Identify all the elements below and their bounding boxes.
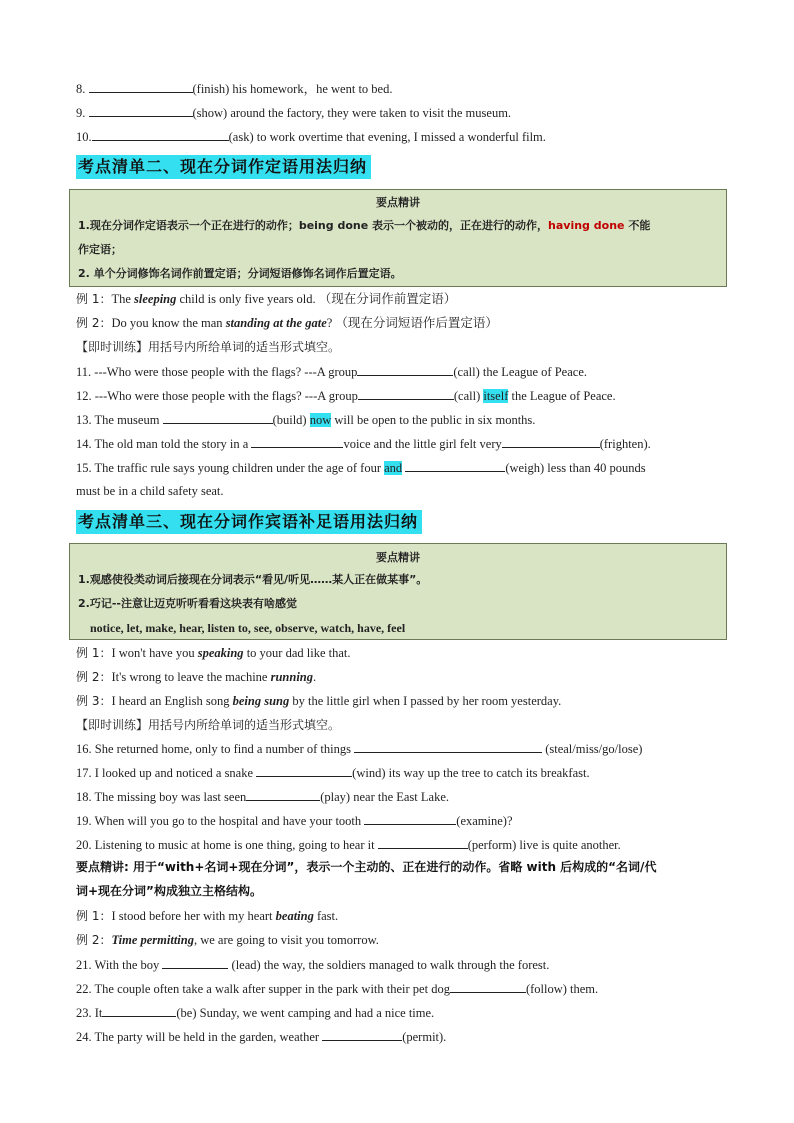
answer-blank[interactable] [89,104,193,117]
question-23: 23. It (be) Sunday, we went camping and had a nice time. [76,1006,435,1020]
section-3-title: 考点清单三、现在分词作宾语补足语用法归纳 [76,510,422,534]
question-11: 11. ---Who were those people with the flags? ---A group (call) the League of Peace. [76,365,587,379]
question-13: 13. The museum (build) now will be open to the public in six months. [76,413,536,427]
question-10: 10. (ask) to work overtime that evening, I missed a wonderful film. [76,130,546,144]
answer-blank[interactable] [378,836,468,849]
question-18: 18. The missing boy was last seen (play) near the East Lake. [76,790,450,804]
box-point-1-cont: 作定语； [78,243,122,256]
box-point-1: 1.观感使役类动词后接现在分词表示“看见/听见……某人正在做某事”。 [78,573,428,586]
answer-blank[interactable] [354,740,542,753]
keypoint-note-line-1: 要点精讲: 用于“with+名词+现在分词”，表示一个主动的、正在进行的动作。省略 with 后构成的“名词/代 [76,860,657,874]
section-2-keypoints-box [69,189,727,287]
answer-blank[interactable] [405,459,505,472]
question-20: 20. Listening to music at home is one thing, going to hear it (perform) live is quite another. [76,838,621,852]
section-3-keypoints-box [69,543,727,640]
answer-blank[interactable] [502,435,600,448]
box-point-1: 1.现在分词作定语表示一个正在进行的动作；being done 表示一个被动的，正在进行的动作，having done 不能 [78,219,651,232]
question-15-cont: must be in a child safety seat. [76,484,224,498]
example-1: 例 1：I won't have you speaking to your dad like that. [76,646,351,660]
question-24: 24. The party will be held in the garden, weather (permit). [76,1030,447,1044]
answer-blank[interactable] [450,980,526,993]
answer-blank[interactable] [364,812,456,825]
answer-blank[interactable] [357,363,453,376]
example-2: 例 2：Do you know the man standing at the gate? （现在分词短语作后置定语） [76,316,498,330]
example-3: 例 3：I heard an English song being sung by the little girl when I passed by her room yesterday. [76,694,562,708]
question-8: 8. (finish) his homework，he went to bed. [76,82,393,96]
question-16: 16. She returned home, only to find a number of things (steal/miss/go/lose) [76,742,643,756]
answer-blank[interactable] [251,435,343,448]
answer-blank[interactable] [256,764,352,777]
answer-blank[interactable] [89,80,193,93]
example-1: 例 1：The sleeping child is only five years old. （现在分词作前置定语） [76,292,457,306]
practice-heading: 【即时训练】用括号内所给单词的适当形式填空。 [76,340,341,354]
question-9: 9. (show) around the factory, they were taken to visit the museum. [76,106,512,120]
example-5: 例 2：Time permitting, we are going to visit you tomorrow. [76,933,379,947]
example-2: 例 2：It's wrong to leave the machine running. [76,670,317,684]
answer-blank[interactable] [358,387,454,400]
box-heading: 要点精讲 [376,551,420,564]
question-22: 22. The couple often take a walk after supper in the park with their pet dog (follow) them. [76,982,599,996]
answer-blank[interactable] [322,1028,402,1041]
box-point-2: 2.巧记--注意让迈克听听看看这块表有啥感觉 [78,597,297,610]
answer-blank[interactable] [246,788,320,801]
question-19: 19. When will you go to the hospital and have your tooth (examine)? [76,814,513,828]
answer-blank[interactable] [162,956,228,969]
question-17: 17. I looked up and noticed a snake (wind) its way up the tree to catch its breakfast. [76,766,590,780]
box-heading: 要点精讲 [376,196,420,209]
example-4: 例 1：I stood before her with my heart beating fast. [76,909,339,923]
answer-blank[interactable] [163,411,273,424]
box-point-2: 2. 单个分词修饰名词作前置定语；分词短语修饰名词作后置定语。 [78,267,402,280]
answer-blank[interactable] [102,1004,176,1017]
practice-heading: 【即时训练】用括号内所给单词的适当形式填空。 [76,718,341,732]
question-12: 12. ---Who were those people with the flags? ---A group (call) itself the League of Peace. [76,389,616,403]
question-15: 15. The traffic rule says young children under the age of four and (weigh) less than 40 pounds [76,461,646,475]
question-14: 14. The old man told the story in a voice and the little girl felt very (frighten). [76,437,651,451]
section-2-title: 考点清单二、现在分词作定语用法归纳 [76,155,371,179]
box-verb-list: notice, let, make, hear, listen to, see, observe, watch, have, feel [90,621,406,635]
question-21: 21. With the boy (lead) the way, the soldiers managed to walk through the forest. [76,958,550,972]
answer-blank[interactable] [92,128,229,141]
keypoint-note-line-2: 词+现在分词”构成独立主格结构。 [76,884,262,898]
